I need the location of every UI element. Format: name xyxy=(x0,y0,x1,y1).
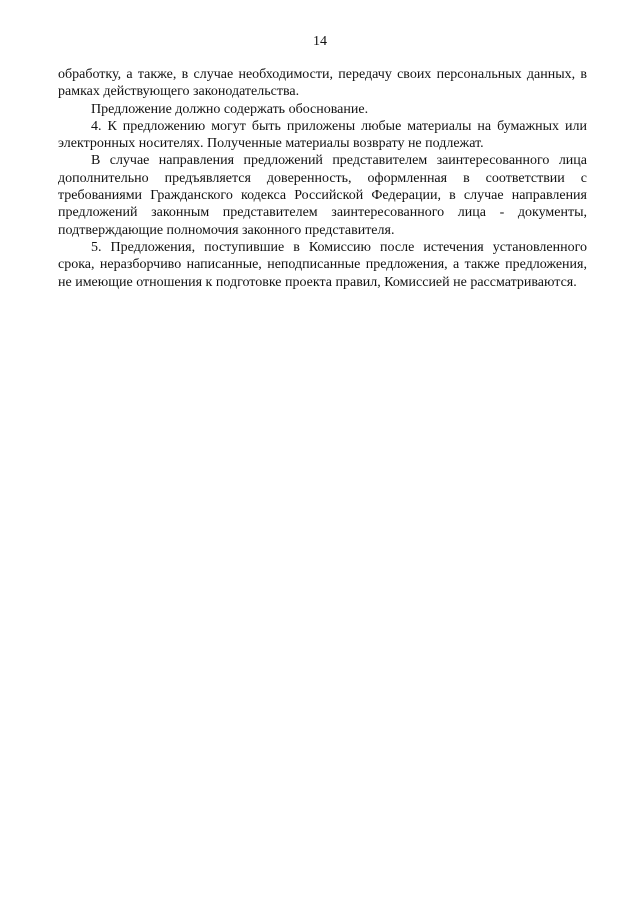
page-number: 14 xyxy=(313,34,327,49)
paragraph-representative-power-of-attorney: В случае направления предложений представителем заинтересованного лица дополнительно предъявляется доверенность, оформленная в соответствии с требованиями Гражданского кодекса Российской Федерации, в случае направления предложений законным представителем заинтересованного лица - документы, подтверждающие полномочия законного представителя. xyxy=(58,153,587,238)
document-body xyxy=(58,66,587,291)
paragraph-item-5-rejected-proposals: 5. Предложения, поступившие в Комиссию после истечения установленного срока, неразборчиво написанные, неподписанные предложения, а также предложения, не имеющие отношения к подготовке проекта правил, Комиссией не рассматриваются. xyxy=(58,239,587,290)
paragraph-justification: Предложение должно содержать обоснование. xyxy=(91,101,369,117)
paragraph-consent-continuation: обработку, а также, в случае необходимости, передачу своих персональных данных, в рамках действующего законодательства. xyxy=(58,67,587,100)
paragraph-item-4-attachments: 4. К предложению могут быть приложены любые материалы на бумажных или электронных носителях. Полученные материалы возврату не подлежат. xyxy=(58,118,587,152)
